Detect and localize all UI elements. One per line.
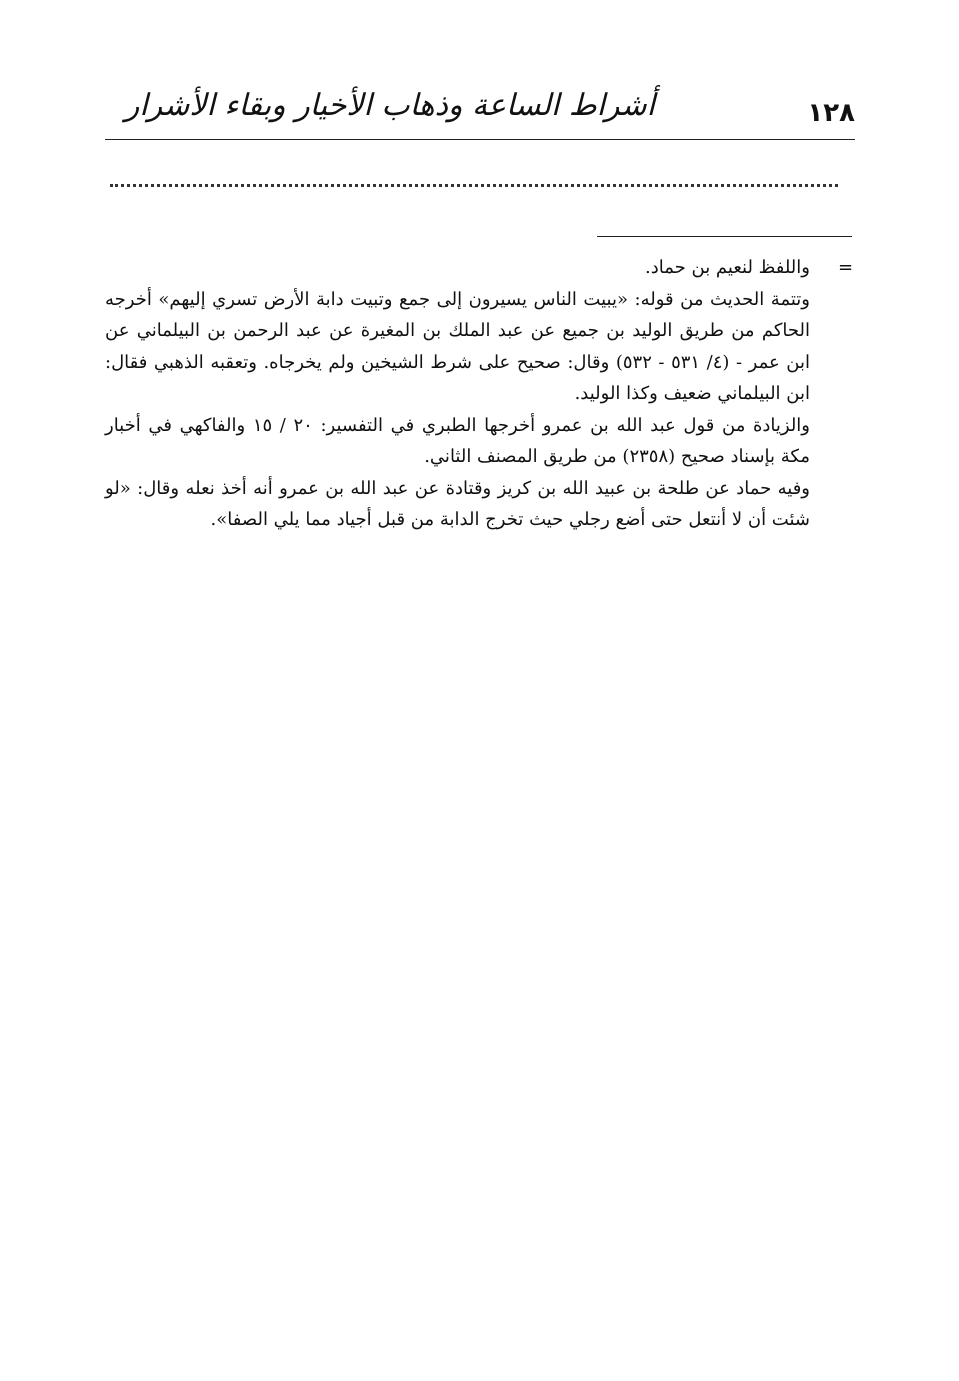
footnote-paragraph-1: واللفظ لنعيم بن حماد. <box>645 257 810 278</box>
footnote-continuation-mark: = <box>838 257 854 278</box>
page-number: ١٢٨ <box>807 98 855 128</box>
dotted-separator <box>110 172 838 187</box>
header-rule <box>105 139 855 140</box>
footnote-paragraph-3: والزيادة من قول عبد الله بن عمرو أخرجها الطبري في التفسير: ٢٠ / ١٥ والفاكهي في أخبار مكة بإسناد صحيح (٢٣٥٨) من طريق المصنف الثاني. <box>105 414 811 467</box>
footnote-paragraph-2: وتتمة الحديث من قوله: «يبيت الناس يسيرون إلى جمع وتبيت دابة الأرض تسري إليهم» أخرجه الحاكم من طريق الوليد بن جميع عن عبد الملك بن المغيرة عن عبد الرحمن بن البيلماني عن ابن عمر - (٤/ ٥٣١ - ٥٣٢) وقال: صحيح على شرط الشيخين ولم يخرجاه. وتعقبه الذهبي فقال: ابن البيلماني ضعيف وكذا الوليد. <box>105 288 811 404</box>
running-title: أشراط الساعة وذهاب الأخيار وبقاء الأشرار <box>124 88 655 123</box>
footnote-rule <box>597 236 852 237</box>
footnote-text <box>105 252 810 536</box>
footnote-paragraph-4: وفيه حماد عن طلحة بن عبيد الله بن كريز وقتادة عن عبد الله بن عمرو أنه أخذ نعله وقال: «لو شئت أن لا أنتعل حتى أضع رجلي حيث تخرج الدابة من قبل أجياد مما يلي الصفا». <box>105 477 810 530</box>
page-header <box>105 88 855 132</box>
